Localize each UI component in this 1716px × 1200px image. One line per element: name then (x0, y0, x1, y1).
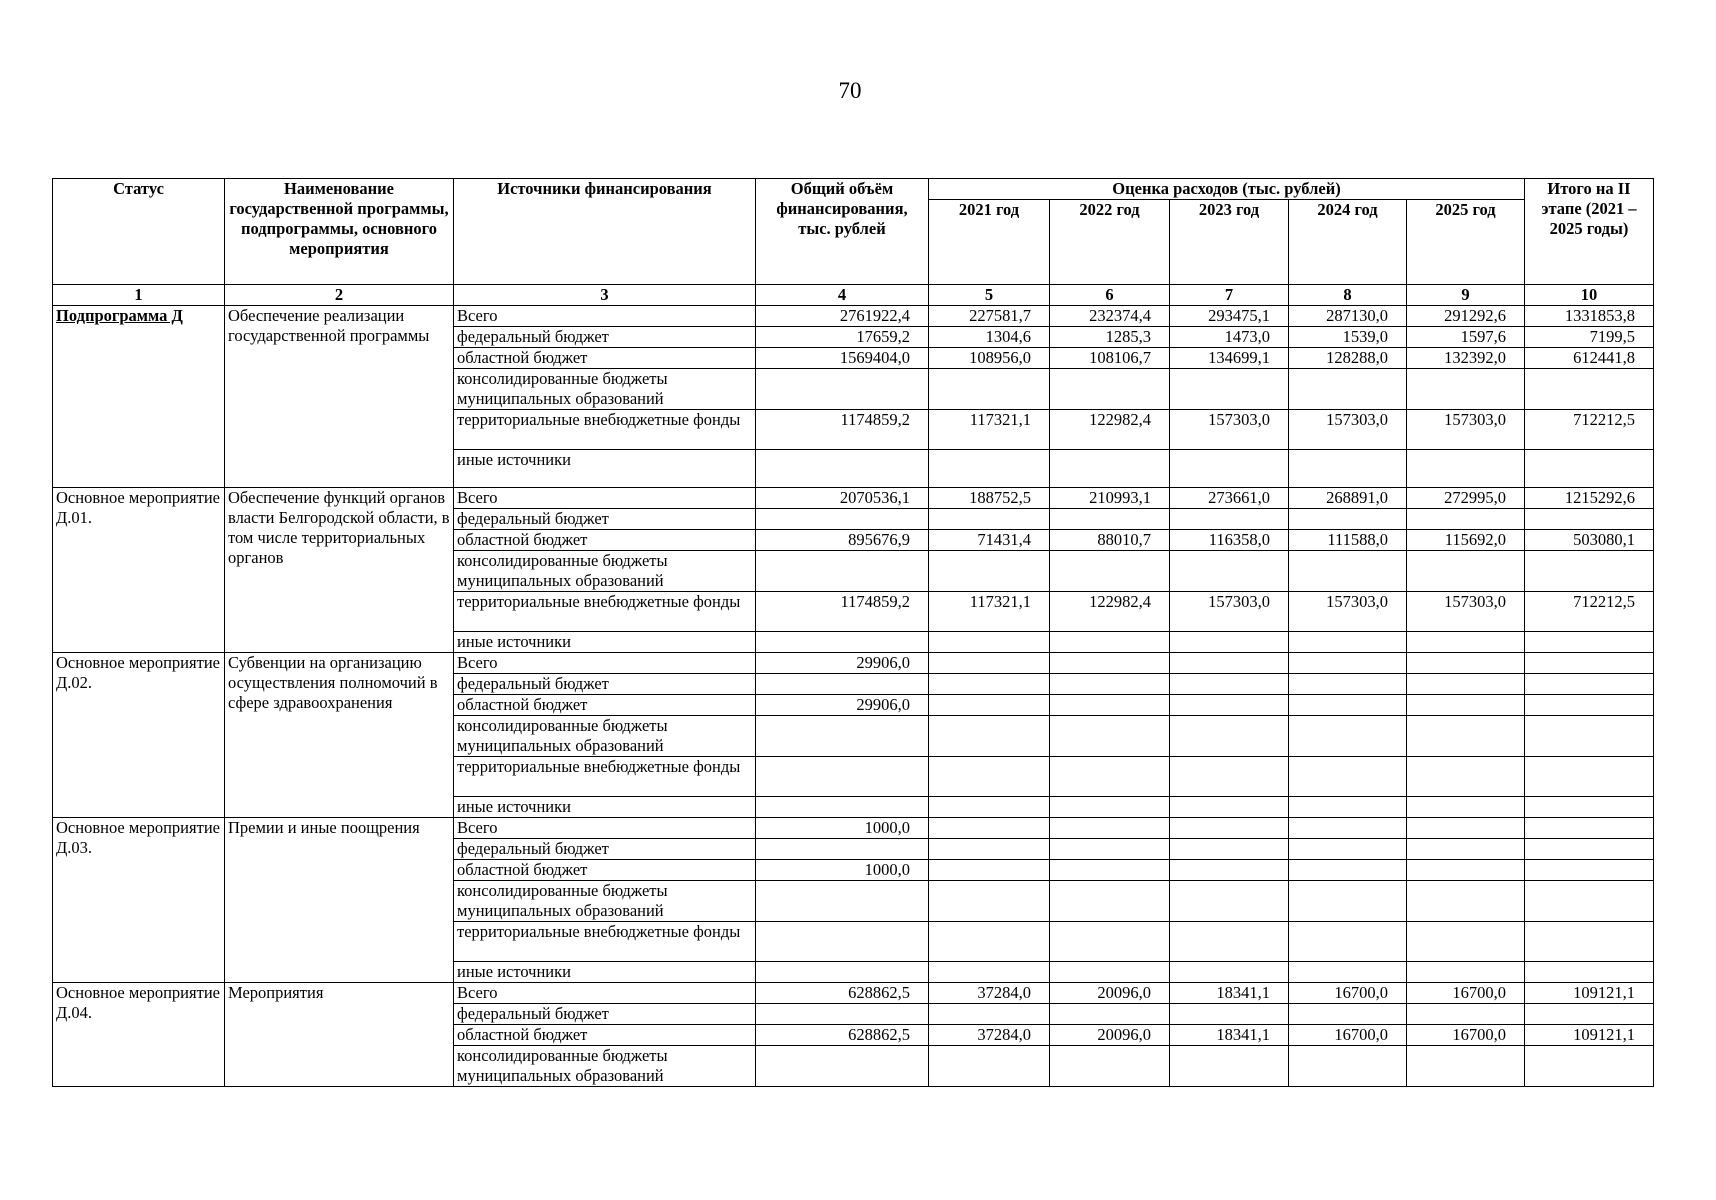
value-cell (929, 818, 1050, 839)
value-cell (1407, 1004, 1525, 1025)
header-sources: Источники финансирования (454, 179, 756, 285)
column-number: 6 (1050, 285, 1170, 306)
value-cell (929, 632, 1050, 653)
value-cell (1407, 962, 1525, 983)
value-cell (756, 1004, 929, 1025)
page-number: 70 (838, 78, 862, 103)
value-cell (1289, 674, 1407, 695)
value-cell: 117321,1 (929, 410, 1050, 450)
value-cell (756, 716, 929, 757)
row-funding-source: областной бюджет (454, 1025, 756, 1046)
value-cell (1289, 881, 1407, 922)
value-cell (756, 757, 929, 797)
value-cell (756, 1046, 929, 1087)
row-funding-source: Всего (454, 488, 756, 509)
value-cell: 2761922,4 (756, 306, 929, 327)
value-cell (1525, 797, 1654, 818)
row-funding-source: областной бюджет (454, 530, 756, 551)
value-cell: 157303,0 (1407, 410, 1525, 450)
row-funding-source: федеральный бюджет (454, 674, 756, 695)
value-cell: 17659,2 (756, 327, 929, 348)
value-cell (1050, 1046, 1170, 1087)
value-cell (1050, 962, 1170, 983)
value-cell: 71431,4 (929, 530, 1050, 551)
value-cell: 37284,0 (929, 983, 1050, 1004)
header-year: 2024 год (1289, 200, 1407, 285)
value-cell (1050, 450, 1170, 488)
row-funding-source: федеральный бюджет (454, 839, 756, 860)
value-cell: 16700,0 (1407, 983, 1525, 1004)
row-funding-source: областной бюджет (454, 860, 756, 881)
value-cell (1289, 839, 1407, 860)
value-cell (1050, 551, 1170, 592)
value-cell (1050, 695, 1170, 716)
value-cell (1407, 818, 1525, 839)
value-cell: 122982,4 (1050, 410, 1170, 450)
value-cell (1170, 632, 1289, 653)
row-funding-source: иные источники (454, 450, 756, 488)
value-cell: 37284,0 (929, 1025, 1050, 1046)
row-program-name: Мероприятия (225, 983, 454, 1087)
value-cell (1170, 797, 1289, 818)
value-cell (1170, 674, 1289, 695)
value-cell (1407, 839, 1525, 860)
value-cell (929, 922, 1050, 962)
header-year: 2022 год (1050, 200, 1170, 285)
value-cell (1407, 674, 1525, 695)
column-number: 5 (929, 285, 1050, 306)
value-cell: 18341,1 (1170, 1025, 1289, 1046)
table-body (53, 306, 1654, 1087)
column-number: 3 (454, 285, 756, 306)
value-cell (1407, 509, 1525, 530)
value-cell: 628862,5 (756, 983, 929, 1004)
value-cell: 20096,0 (1050, 1025, 1170, 1046)
value-cell (929, 716, 1050, 757)
value-cell: 108956,0 (929, 348, 1050, 369)
value-cell: 29906,0 (756, 695, 929, 716)
value-cell: 188752,5 (929, 488, 1050, 509)
value-cell: 128288,0 (1289, 348, 1407, 369)
value-cell (1170, 695, 1289, 716)
value-cell (1170, 1046, 1289, 1087)
value-cell: 122982,4 (1050, 592, 1170, 632)
table-row (53, 653, 1654, 674)
value-cell (1170, 881, 1289, 922)
value-cell: 712212,5 (1525, 592, 1654, 632)
row-funding-source: территориальные внебюджетные фонды (454, 757, 756, 797)
value-cell: 232374,4 (1050, 306, 1170, 327)
value-cell (1050, 839, 1170, 860)
value-cell (1050, 860, 1170, 881)
value-cell (1289, 757, 1407, 797)
value-cell: 1000,0 (756, 860, 929, 881)
value-cell (756, 797, 929, 818)
header-total: Общий объём финансирования, тыс. рублей (756, 179, 929, 285)
value-cell (1407, 551, 1525, 592)
column-number: 2 (225, 285, 454, 306)
row-status: Основное мероприятие Д.03. (53, 818, 225, 983)
value-cell (756, 839, 929, 860)
header-year: 2021 год (929, 200, 1050, 285)
value-cell (1170, 757, 1289, 797)
value-cell: 88010,7 (1050, 530, 1170, 551)
value-cell (1525, 818, 1654, 839)
row-program-name: Субвенции на организацию осуществления полномочий в сфере здравоохранения (225, 653, 454, 818)
value-cell: 1285,3 (1050, 327, 1170, 348)
value-cell (1407, 653, 1525, 674)
value-cell: 503080,1 (1525, 530, 1654, 551)
row-funding-source: иные источники (454, 962, 756, 983)
value-cell (1525, 653, 1654, 674)
row-program-name: Премии и иные поощрения (225, 818, 454, 983)
value-cell (1525, 509, 1654, 530)
value-cell: 111588,0 (1289, 530, 1407, 551)
value-cell (1289, 509, 1407, 530)
value-cell (756, 632, 929, 653)
value-cell (756, 922, 929, 962)
value-cell: 157303,0 (1407, 592, 1525, 632)
value-cell: 29906,0 (756, 653, 929, 674)
value-cell (1170, 716, 1289, 757)
value-cell: 227581,7 (929, 306, 1050, 327)
value-cell: 293475,1 (1170, 306, 1289, 327)
value-cell (929, 695, 1050, 716)
value-cell (1525, 839, 1654, 860)
row-funding-source: Всего (454, 983, 756, 1004)
value-cell (1170, 839, 1289, 860)
row-funding-source: территориальные внебюджетные фонды (454, 592, 756, 632)
row-funding-source: консолидированные бюджеты муниципальных образований (454, 881, 756, 922)
value-cell (1407, 632, 1525, 653)
value-cell (756, 551, 929, 592)
value-cell (1407, 369, 1525, 410)
value-cell (1407, 716, 1525, 757)
row-funding-source: Всего (454, 653, 756, 674)
value-cell (929, 1046, 1050, 1087)
value-cell: 1174859,2 (756, 592, 929, 632)
value-cell: 115692,0 (1407, 530, 1525, 551)
row-funding-source: иные источники (454, 632, 756, 653)
value-cell (1289, 962, 1407, 983)
value-cell: 1304,6 (929, 327, 1050, 348)
value-cell (929, 860, 1050, 881)
value-cell (756, 881, 929, 922)
value-cell (1170, 818, 1289, 839)
value-cell (1050, 653, 1170, 674)
row-funding-source: консолидированные бюджеты муниципальных образований (454, 551, 756, 592)
value-cell: 1569404,0 (756, 348, 929, 369)
value-cell (1289, 922, 1407, 962)
value-cell (1407, 860, 1525, 881)
table-row (53, 818, 1654, 839)
column-number: 9 (1407, 285, 1525, 306)
value-cell (929, 1004, 1050, 1025)
row-status: Основное мероприятие Д.04. (53, 983, 225, 1087)
value-cell: 287130,0 (1289, 306, 1407, 327)
value-cell: 291292,6 (1407, 306, 1525, 327)
value-cell (1289, 1004, 1407, 1025)
value-cell: 116358,0 (1170, 530, 1289, 551)
value-cell (1170, 551, 1289, 592)
value-cell (1407, 757, 1525, 797)
value-cell (1525, 674, 1654, 695)
value-cell (929, 839, 1050, 860)
value-cell (756, 674, 929, 695)
value-cell (1525, 962, 1654, 983)
value-cell (1525, 757, 1654, 797)
value-cell (756, 369, 929, 410)
value-cell: 612441,8 (1525, 348, 1654, 369)
row-funding-source: консолидированные бюджеты муниципальных образований (454, 1046, 756, 1087)
value-cell (1289, 797, 1407, 818)
value-cell (1289, 450, 1407, 488)
value-cell: 1473,0 (1170, 327, 1289, 348)
value-cell: 273661,0 (1170, 488, 1289, 509)
header-stage-total: Итого на II этапе (2021 – 2025 годы) (1525, 179, 1654, 285)
column-number: 10 (1525, 285, 1654, 306)
value-cell (1050, 674, 1170, 695)
value-cell: 20096,0 (1050, 983, 1170, 1004)
value-cell (1407, 695, 1525, 716)
row-funding-source: иные источники (454, 797, 756, 818)
column-number: 7 (1170, 285, 1289, 306)
value-cell: 712212,5 (1525, 410, 1654, 450)
table-row (53, 488, 1654, 509)
value-cell: 16700,0 (1407, 1025, 1525, 1046)
value-cell (1170, 369, 1289, 410)
value-cell: 18341,1 (1170, 983, 1289, 1004)
value-cell (1525, 632, 1654, 653)
value-cell: 895676,9 (756, 530, 929, 551)
value-cell (1050, 797, 1170, 818)
row-funding-source: территориальные внебюджетные фонды (454, 410, 756, 450)
value-cell (1289, 716, 1407, 757)
value-cell (1525, 369, 1654, 410)
value-cell (1289, 860, 1407, 881)
row-program-name: Обеспечение функций органов власти Белгородской области, в том числе территориальных органов (225, 488, 454, 653)
value-cell (1407, 450, 1525, 488)
value-cell (1170, 653, 1289, 674)
value-cell: 628862,5 (756, 1025, 929, 1046)
value-cell (1289, 632, 1407, 653)
value-cell (756, 962, 929, 983)
value-cell (1050, 632, 1170, 653)
value-cell: 2070536,1 (756, 488, 929, 509)
value-cell (1050, 818, 1170, 839)
value-cell (1289, 695, 1407, 716)
value-cell (1050, 509, 1170, 530)
row-funding-source: областной бюджет (454, 695, 756, 716)
value-cell (756, 509, 929, 530)
value-cell (1289, 369, 1407, 410)
value-cell (1525, 716, 1654, 757)
row-funding-source: федеральный бюджет (454, 1004, 756, 1025)
header-estimate: Оценка расходов (тыс. рублей) (929, 179, 1525, 200)
value-cell: 7199,5 (1525, 327, 1654, 348)
value-cell (1050, 369, 1170, 410)
table-row (53, 306, 1654, 327)
value-cell (1170, 962, 1289, 983)
row-status: Основное мероприятие Д.02. (53, 653, 225, 818)
row-funding-source: Всего (454, 818, 756, 839)
value-cell (929, 653, 1050, 674)
value-cell (1289, 1046, 1407, 1087)
value-cell: 109121,1 (1525, 1025, 1654, 1046)
header-year: 2023 год (1170, 200, 1289, 285)
value-cell: 1331853,8 (1525, 306, 1654, 327)
row-program-name: Обеспечение реализации государственной программы (225, 306, 454, 488)
value-cell: 268891,0 (1289, 488, 1407, 509)
header-status: Статус (53, 179, 225, 285)
value-cell: 108106,7 (1050, 348, 1170, 369)
value-cell (929, 551, 1050, 592)
value-cell (929, 881, 1050, 922)
row-funding-source: федеральный бюджет (454, 327, 756, 348)
header-name: Наименование государственной программы, подпрограммы, основного мероприятия (225, 179, 454, 285)
column-number: 4 (756, 285, 929, 306)
value-cell (1525, 450, 1654, 488)
table-row (53, 983, 1654, 1004)
value-cell (1407, 922, 1525, 962)
value-cell: 109121,1 (1525, 983, 1654, 1004)
value-cell: 117321,1 (929, 592, 1050, 632)
row-status: Подпрограмма Д (53, 306, 225, 488)
value-cell: 1000,0 (756, 818, 929, 839)
value-cell (929, 962, 1050, 983)
value-cell: 157303,0 (1289, 592, 1407, 632)
value-cell (1525, 1046, 1654, 1087)
value-cell (1170, 1004, 1289, 1025)
value-cell: 1597,6 (1407, 327, 1525, 348)
value-cell (1050, 757, 1170, 797)
value-cell: 16700,0 (1289, 983, 1407, 1004)
value-cell (929, 674, 1050, 695)
budget-table (52, 178, 1654, 1087)
value-cell (1407, 1046, 1525, 1087)
value-cell (1525, 860, 1654, 881)
value-cell (1050, 716, 1170, 757)
row-funding-source: Всего (454, 306, 756, 327)
value-cell: 210993,1 (1050, 488, 1170, 509)
value-cell: 157303,0 (1170, 410, 1289, 450)
value-cell (929, 509, 1050, 530)
row-funding-source: консолидированные бюджеты муниципальных образований (454, 716, 756, 757)
value-cell (1170, 450, 1289, 488)
value-cell (1525, 881, 1654, 922)
value-cell: 132392,0 (1407, 348, 1525, 369)
value-cell: 157303,0 (1170, 592, 1289, 632)
value-cell (1525, 922, 1654, 962)
value-cell (929, 757, 1050, 797)
row-status: Основное мероприятие Д.01. (53, 488, 225, 653)
value-cell (1170, 860, 1289, 881)
value-cell (1525, 1004, 1654, 1025)
value-cell: 1174859,2 (756, 410, 929, 450)
row-funding-source: территориальные внебюджетные фонды (454, 922, 756, 962)
value-cell (1407, 797, 1525, 818)
value-cell: 1539,0 (1289, 327, 1407, 348)
value-cell (1050, 1004, 1170, 1025)
value-cell (929, 450, 1050, 488)
value-cell (1289, 653, 1407, 674)
value-cell (1525, 695, 1654, 716)
value-cell (1050, 881, 1170, 922)
column-number-row (53, 285, 1654, 306)
value-cell: 16700,0 (1289, 1025, 1407, 1046)
value-cell (1050, 922, 1170, 962)
value-cell: 1215292,6 (1525, 488, 1654, 509)
value-cell (1525, 551, 1654, 592)
value-cell (929, 369, 1050, 410)
value-cell (1289, 551, 1407, 592)
value-cell (929, 797, 1050, 818)
value-cell (1407, 881, 1525, 922)
row-funding-source: федеральный бюджет (454, 509, 756, 530)
value-cell (1289, 818, 1407, 839)
row-funding-source: консолидированные бюджеты муниципальных образований (454, 369, 756, 410)
column-number: 1 (53, 285, 225, 306)
column-number: 8 (1289, 285, 1407, 306)
header-year: 2025 год (1407, 200, 1525, 285)
value-cell: 272995,0 (1407, 488, 1525, 509)
value-cell (1170, 509, 1289, 530)
value-cell: 157303,0 (1289, 410, 1407, 450)
row-funding-source: областной бюджет (454, 348, 756, 369)
value-cell (756, 450, 929, 488)
value-cell: 134699,1 (1170, 348, 1289, 369)
value-cell (1170, 922, 1289, 962)
